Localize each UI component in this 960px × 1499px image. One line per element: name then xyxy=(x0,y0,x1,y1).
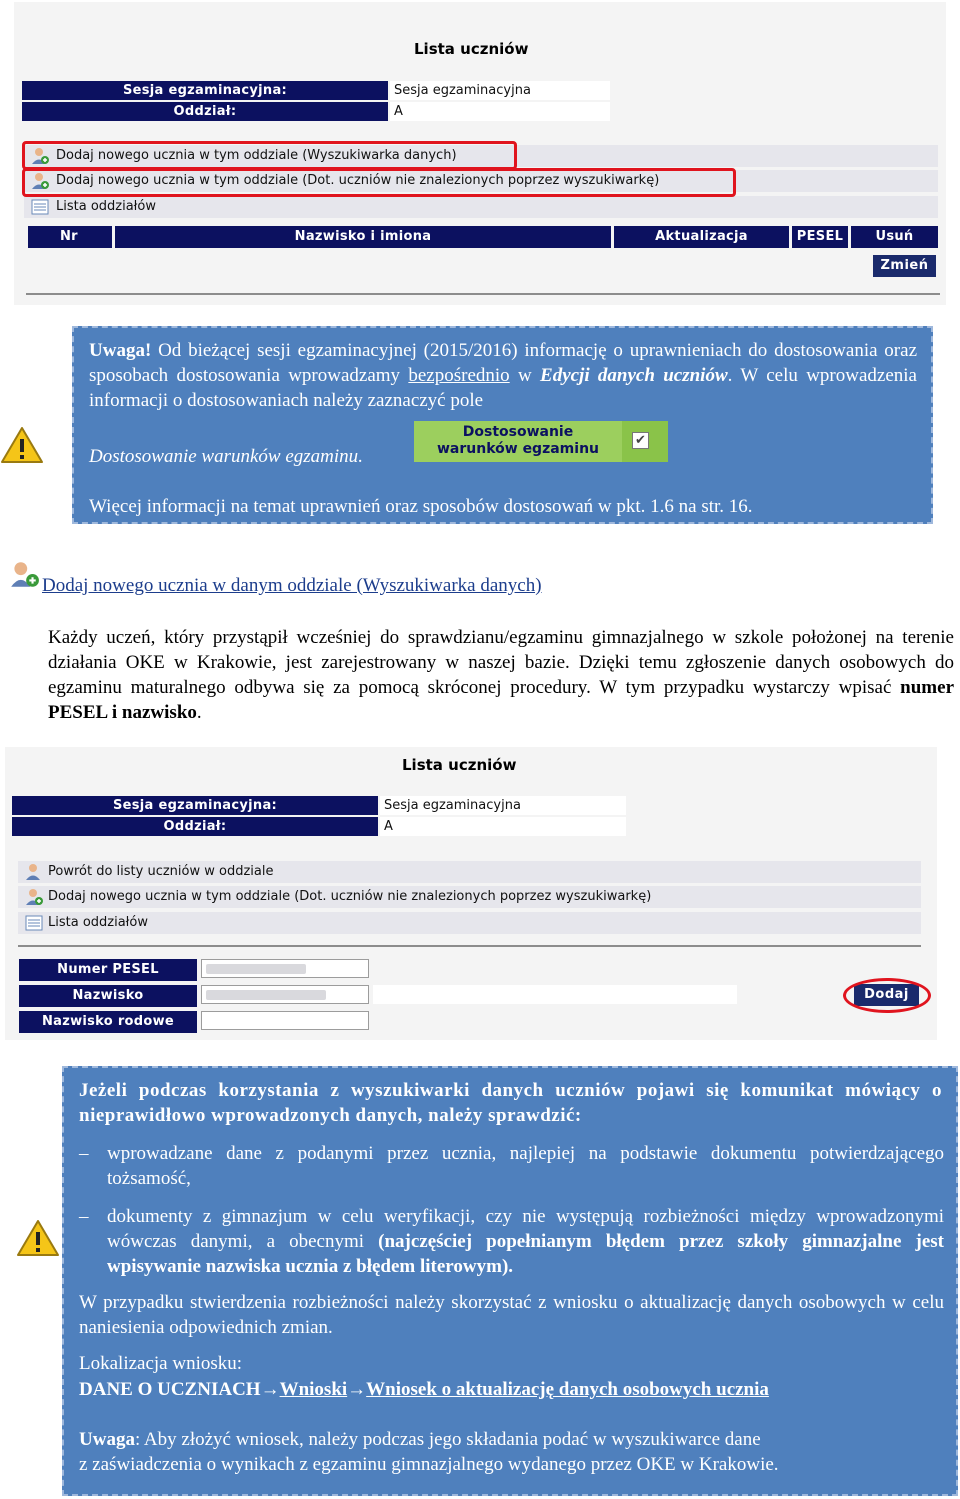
maiden-name-input[interactable] xyxy=(201,1011,369,1030)
note2-uwaga-line2: z zaświadczenia o wynikach z egzaminu gimnazjalnego wydanego przez OKE w Krakowie. xyxy=(79,1454,779,1475)
pesel-input[interactable] xyxy=(201,959,369,978)
list-item xyxy=(79,1141,944,1191)
list-title: Lista uczniów xyxy=(402,756,517,774)
warning-icon xyxy=(0,425,44,465)
note2-paragraph: W przypadku stwierdzenia rozbieżności należy skorzystać z wniosku o aktualizację danych osobowych w celu naniesienia odpowiednich zmian. xyxy=(79,1292,944,1338)
users-icon xyxy=(24,863,44,881)
arrow-icon: → xyxy=(347,1379,367,1400)
back-to-list-label: Powrót do listy uczniów w oddziale xyxy=(48,864,274,879)
division-value: A xyxy=(390,102,610,121)
list-item xyxy=(79,1204,944,1279)
highlight-frame xyxy=(843,978,931,1013)
change-button[interactable]: Zmień xyxy=(873,255,936,277)
note1-more-info: Więcej informacji na temat uprawnień oraz sposobów dostosowań w pkt. 1.6 na str. 16. xyxy=(89,496,753,517)
column-delete: Usuń xyxy=(851,226,938,248)
surname-label: Nazwisko xyxy=(19,985,197,1007)
adjustment-checkbox-sample xyxy=(414,421,668,462)
adjustment-checkbox[interactable]: ✔ xyxy=(632,432,649,449)
note1-text: Od bieżącej sesji egzaminacyjnej (2015/2016) informację o uprawnieniach do dostosowania oraz sposobach dostosowania wprowadzamy xyxy=(89,340,917,386)
note1-text: w xyxy=(509,365,541,386)
section-paragraph xyxy=(48,625,954,725)
session-value: Sesja egzaminacyjna xyxy=(390,81,610,100)
note1-field-name: Dostosowanie warunków egzaminu xyxy=(89,446,359,467)
add-student-search-label: Dodaj nowego ucznia w tym oddziale (Wyszukiwarka danych) xyxy=(56,148,457,163)
screenshot-student-list xyxy=(14,2,946,305)
pesel-label: Numer PESEL xyxy=(19,959,197,981)
division-list-link[interactable] xyxy=(24,196,938,218)
maiden-name-label: Nazwisko rodowe xyxy=(19,1011,197,1033)
uwaga-label: Uwaga xyxy=(79,1429,135,1450)
list-item-text: wprowadzane dane z podanymi przez ucznia, najlepiej na podstawie dokumentu potwierdzającego tożsamość, xyxy=(107,1143,944,1189)
division-label: Oddział: xyxy=(22,102,388,121)
note1-direct: bezpośrednio xyxy=(408,365,510,386)
warning-icon xyxy=(16,1218,60,1258)
division-list-label: Lista oddziałów xyxy=(56,199,156,214)
column-name: Nazwisko i imiona xyxy=(115,226,611,248)
note-search-errors xyxy=(62,1066,958,1496)
add-student-notfound-link[interactable] xyxy=(18,886,921,908)
list-item-text: dokumenty z gimnazjum w celu weryfikacji, czy nie występują rozbieżności między wprowadzonymi wówczas danymi, a obecnymi (najczęściej popełnianym błędem przez szkoły gimnazjalne jest wpisywanie nazwiska ucznia z błędem literowym). xyxy=(107,1206,944,1277)
session-label: Sesja egzaminacyjna: xyxy=(22,81,388,100)
edit-students-link[interactable]: Edycji danych uczniów xyxy=(540,365,728,386)
section-text: Każdy uczeń, który przystąpił wcześniej do sprawdzianu/egzaminu gimnazjalnego w szkole położonej na terenie działania OKE w Krakowie, jest zarejestrowany w naszej bazie. Dzięki temu zgłoszenie danych osobowych do egzaminu maturalnego odbywa się za pomocą skróconej procedury. W tym przypadku wystarczy wpisać xyxy=(48,627,954,698)
checkbox-label-line1: Dostosowanie xyxy=(462,424,574,440)
division-value: A xyxy=(380,817,626,836)
add-student-notfound-label: Dodaj nowego ucznia w tym oddziale (Dot. uczniów nie znalezionych poprzez wyszukiwarkę) xyxy=(48,889,652,904)
highlight-frame xyxy=(22,141,517,170)
list-dash: – xyxy=(79,1143,89,1164)
session-value: Sesja egzaminacyjna xyxy=(380,796,626,815)
back-to-list-link[interactable] xyxy=(18,861,921,883)
note1-text: . W celu wprowadzenia informacji o dostosowaniach należy zaznaczyć pole xyxy=(89,365,917,411)
add-student-notfound-label: Dodaj nowego ucznia w tym oddziale (Dot. uczniów nie znalezionych poprzez wyszukiwarkę) xyxy=(56,173,660,188)
divider xyxy=(26,293,940,295)
screenshot-add-student-form xyxy=(5,747,937,1040)
add-button[interactable]: Dodaj xyxy=(854,984,919,1006)
section-bold: numer PESEL i nazwisko xyxy=(48,677,954,723)
note1-uwaga: Uwaga! xyxy=(89,340,152,361)
surname-row-fill xyxy=(373,985,737,1004)
section-text: . xyxy=(196,702,202,723)
note1-paragraph xyxy=(89,338,917,413)
uwaga-text: : Aby złożyć wniosek, należy podczas jego składania podać w wyszukiwarce dane xyxy=(134,1429,761,1450)
list-icon xyxy=(24,914,44,932)
highlight-frame xyxy=(22,168,736,197)
division-list-label: Lista oddziałów xyxy=(48,915,148,930)
division-list-link[interactable] xyxy=(18,912,921,934)
location-label: Lokalizacja wniosku: xyxy=(79,1353,243,1374)
section-heading[interactable]: Dodaj nowego ucznia w danym oddziale (Wyszukiwarka danych) xyxy=(42,575,542,596)
column-update: Aktualizacja xyxy=(614,226,789,248)
divider xyxy=(18,945,921,947)
path-requests-link[interactable]: Wnioski xyxy=(279,1379,348,1400)
path-data-students: DANE O UCZNIACH xyxy=(79,1379,261,1400)
division-label: Oddział: xyxy=(12,817,378,836)
list-dash: – xyxy=(79,1206,89,1227)
list-icon xyxy=(30,198,50,216)
column-pesel: PESEL xyxy=(792,226,848,248)
note2-uwaga xyxy=(79,1427,761,1452)
checkbox-label-line2: warunków egzaminu xyxy=(436,441,599,457)
session-label: Sesja egzaminacyjna: xyxy=(12,796,378,815)
location-path xyxy=(79,1377,769,1402)
user-add-icon xyxy=(8,560,40,588)
note1-field-row: Dostosowanie warunków egzaminu. xyxy=(89,446,363,467)
user-add-icon xyxy=(24,888,44,906)
path-update-request-link[interactable]: Wniosek o aktualizację danych osobowych ucznia xyxy=(366,1379,769,1400)
note-adjustments xyxy=(72,326,933,524)
note2-intro: Jeżeli podczas korzystania z wyszukiwarki danych uczniów pojawi się komunikat mówiący o nieprawidłowo wprowadzonych danych, należy sprawdzić: xyxy=(79,1080,942,1126)
arrow-icon: → xyxy=(260,1379,280,1400)
surname-input[interactable] xyxy=(201,985,369,1004)
column-nr: Nr xyxy=(28,226,112,248)
check-list xyxy=(79,1141,944,1279)
list-title: Lista uczniów xyxy=(414,40,529,58)
